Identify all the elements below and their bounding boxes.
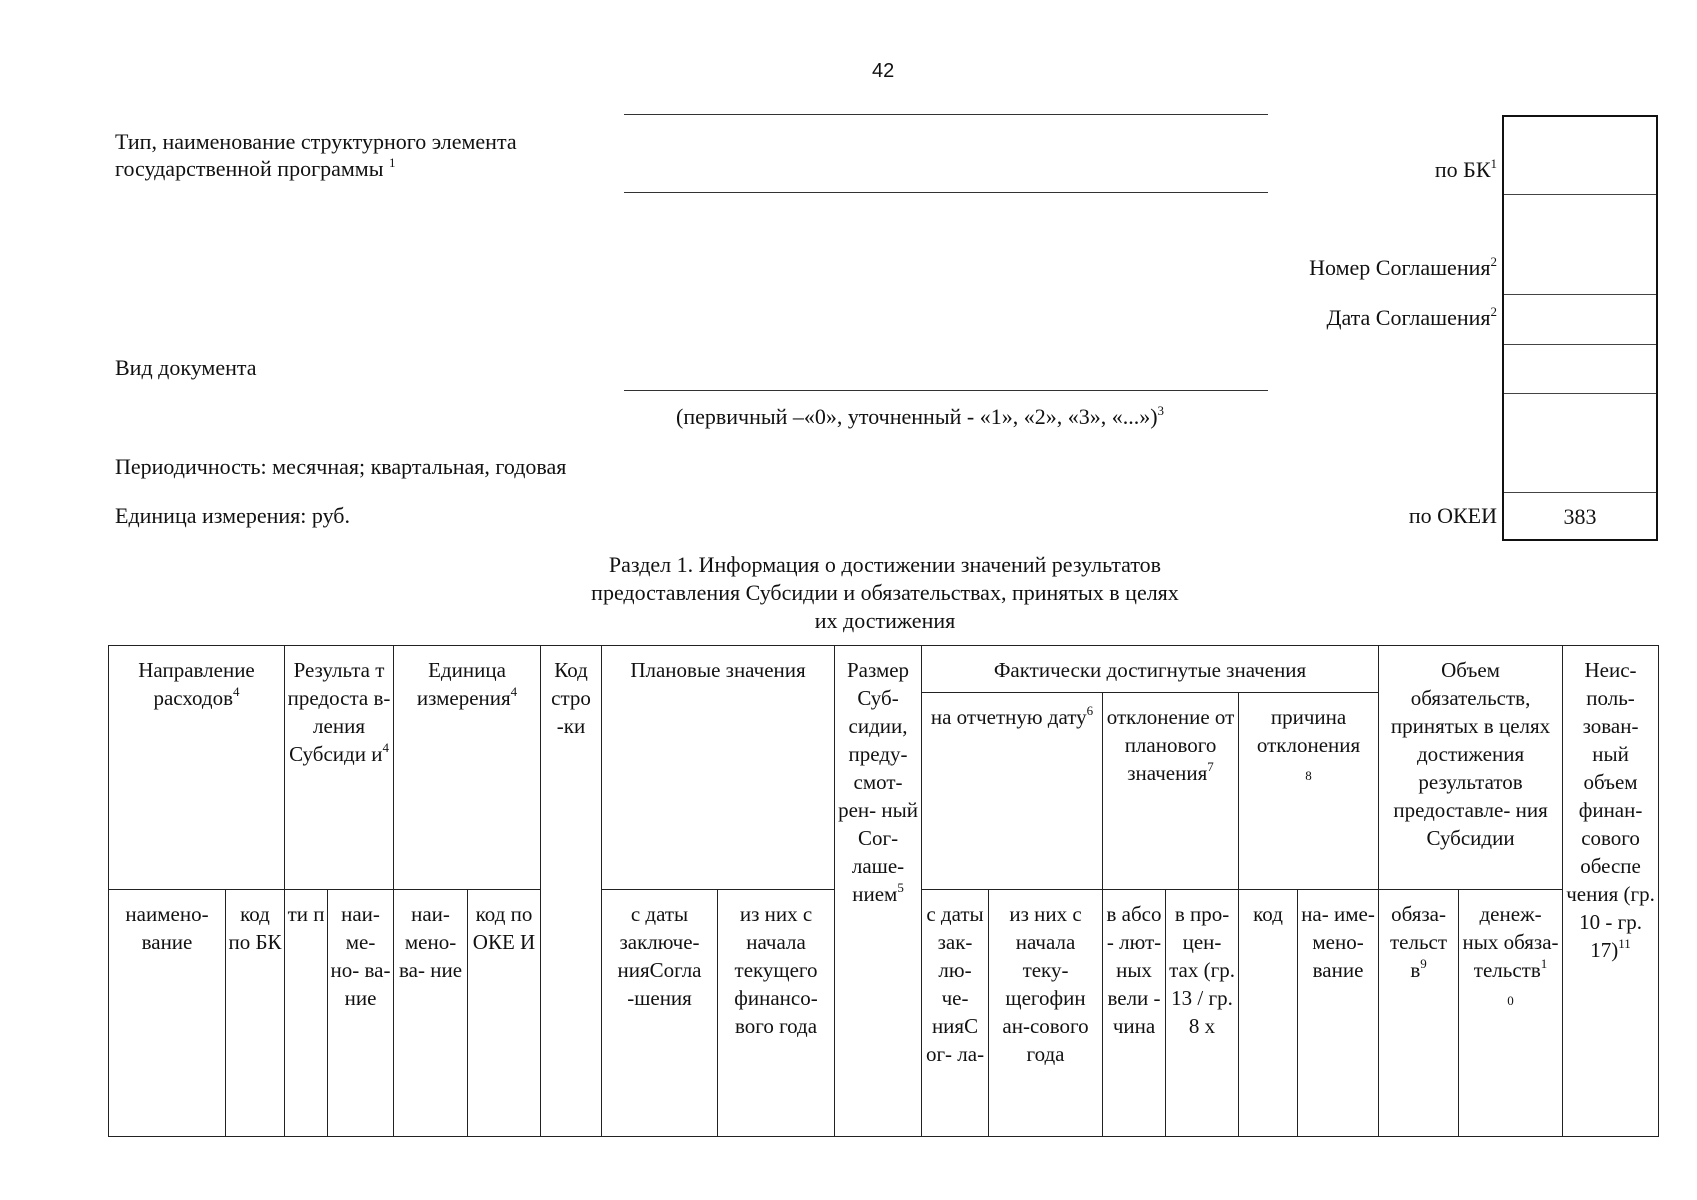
header-otklonenie-text: отклонение от планового значения xyxy=(1106,705,1235,785)
doc-type-hint xyxy=(676,403,1164,430)
header-otklonenie xyxy=(1103,693,1239,890)
header-neisp xyxy=(1563,646,1659,1137)
agreement-number-text: Номер Соглашения xyxy=(1309,255,1491,280)
po-okei-label: по ОКЕИ xyxy=(1408,503,1497,528)
fill-line-top xyxy=(624,114,1268,115)
header-razmer xyxy=(835,646,922,1137)
header-edinica xyxy=(394,646,541,890)
footnote-mark: 11 xyxy=(1618,936,1631,951)
section-title-line3: их достижения xyxy=(814,608,956,633)
footnote-mark: 4 xyxy=(510,684,518,699)
col-plan-iz-nih: из них с начала текущего финансо- вого года xyxy=(718,890,835,1137)
col-plan-s-daty: с даты заключе- нияСогла -шения xyxy=(602,890,718,1137)
col-otkl-abs: в абсо - лют- ных вели - чина xyxy=(1103,890,1166,1137)
periodicity-label: Периодичность: месячная; квартальная, годовая xyxy=(115,454,567,479)
footnote-mark: 9 xyxy=(1420,956,1427,971)
po-bk-label xyxy=(1435,156,1497,183)
doc-type-input-line[interactable] xyxy=(624,390,1268,391)
report-table xyxy=(108,645,1659,1137)
header-razmer-text: Размер Суб- сидии, преду- смот- рен- ный Сог- лаше- нием xyxy=(838,658,918,906)
codes-separator xyxy=(1504,492,1656,493)
col-denezhnyh-text: денеж- ных обяза- тельств xyxy=(1462,902,1559,982)
unit-label: Единица измерения: руб. xyxy=(115,503,350,528)
header-plan: Плановые значения xyxy=(602,646,835,890)
header-fakt: Фактически достигнутые значения xyxy=(922,646,1379,693)
header-rezultat xyxy=(285,646,394,890)
col-tip: ти п xyxy=(285,890,328,1137)
section-title-line1: Раздел 1. Информация о достижении значений результатов xyxy=(608,552,1162,577)
col-naimenovanie: наимено- вание xyxy=(109,890,226,1137)
col-kod-bk: код по БК xyxy=(226,890,285,1137)
footnote-mark: 2 xyxy=(1490,304,1497,319)
codes-separator xyxy=(1504,194,1656,195)
col-kod-okei: код по ОКЕ И xyxy=(468,890,541,1137)
structural-element-label-line2: государственной программы xyxy=(115,156,384,181)
header-neisp-text: Неис- поль- зован- ный объем финан- сового обеспе чения (гр. 10 - гр. 17) xyxy=(1566,658,1655,962)
header-edinica-text: Единица измерения xyxy=(416,658,511,710)
header-na-datu xyxy=(922,693,1103,890)
header-prichina-text: причина отклонения xyxy=(1256,705,1361,757)
okei-code-value: 383 xyxy=(1563,504,1597,529)
col-naimenovanie-rezult: наи- ме- но- ва- ние xyxy=(328,890,394,1137)
doc-type-label: Вид документа xyxy=(115,355,257,380)
codes-separator xyxy=(1504,393,1656,394)
structural-element-input-line[interactable] xyxy=(624,192,1268,193)
codes-separator xyxy=(1504,344,1656,345)
footnote-mark: 1 xyxy=(388,155,396,170)
footnote-mark: 1 xyxy=(1540,956,1548,971)
doc-type-hint-text: (первичный –«0», уточненный - «1», «2», «3», «...») xyxy=(676,404,1158,429)
col-denezhnyh xyxy=(1459,890,1563,1137)
page-number: 42 xyxy=(872,60,895,82)
footnote-mark: 4 xyxy=(233,684,240,699)
col-prichina-kod: код xyxy=(1239,890,1298,1137)
col-obyazatelstv-text: обяза- тельст в xyxy=(1390,902,1448,982)
agreement-date-label xyxy=(1326,304,1497,331)
header-rezultat-text: Результа т предоста в-ления Субсиди и xyxy=(287,658,391,766)
footnote-mark: 6 xyxy=(1086,703,1094,718)
codes-separator xyxy=(1504,294,1656,295)
footnote-mark: 0 xyxy=(1507,993,1514,1008)
header-prichina xyxy=(1239,693,1379,890)
footnote-mark: 4 xyxy=(382,740,389,755)
col-obyazatelstv xyxy=(1379,890,1459,1137)
structural-element-label-line1: Тип, наименование структурного элемента xyxy=(115,129,517,154)
col-prichina-naim: на- име- мено- вание xyxy=(1298,890,1379,1137)
footnote-mark: 1 xyxy=(1490,156,1497,171)
footnote-mark: 5 xyxy=(897,880,904,895)
header-napravlenie xyxy=(109,646,285,890)
section-title-line2: предоставления Субсидии и обязательствах, принятых в целях xyxy=(591,580,1179,605)
structural-element-label xyxy=(115,128,517,182)
section-title xyxy=(440,551,1330,635)
col-fakt-s-daty: с даты зак- лю- че- нияС ог- ла- xyxy=(922,890,989,1137)
agreement-date-text: Дата Соглашения xyxy=(1326,305,1491,330)
col-fakt-iz-nih: из них с начала теку- щегофин ан-сового года xyxy=(989,890,1103,1137)
header-kod-stroki: Код стро -ки xyxy=(541,646,602,1137)
po-bk-text: по БК xyxy=(1434,157,1491,182)
header-na-datu-text: на отчетную дату xyxy=(930,705,1087,729)
footnote-mark: 3 xyxy=(1157,403,1165,418)
codes-box xyxy=(1502,115,1658,541)
header-obem: Объем обязательств, принятых в целях достижения результатов предоставле- ния Субсидии xyxy=(1379,646,1563,890)
agreement-number-label xyxy=(1309,254,1497,281)
header-napravlenie-text: Направление расходов xyxy=(138,658,255,710)
footnote-mark: 7 xyxy=(1207,759,1214,774)
col-otkl-proc: в про- цен- тах (гр. 13 / гр. 8 х xyxy=(1166,890,1239,1137)
footnote-mark: 2 xyxy=(1490,254,1497,269)
footnote-mark: 8 xyxy=(1305,768,1312,783)
col-naimenovanie-edinica: наи- мено- ва- ние xyxy=(394,890,468,1137)
